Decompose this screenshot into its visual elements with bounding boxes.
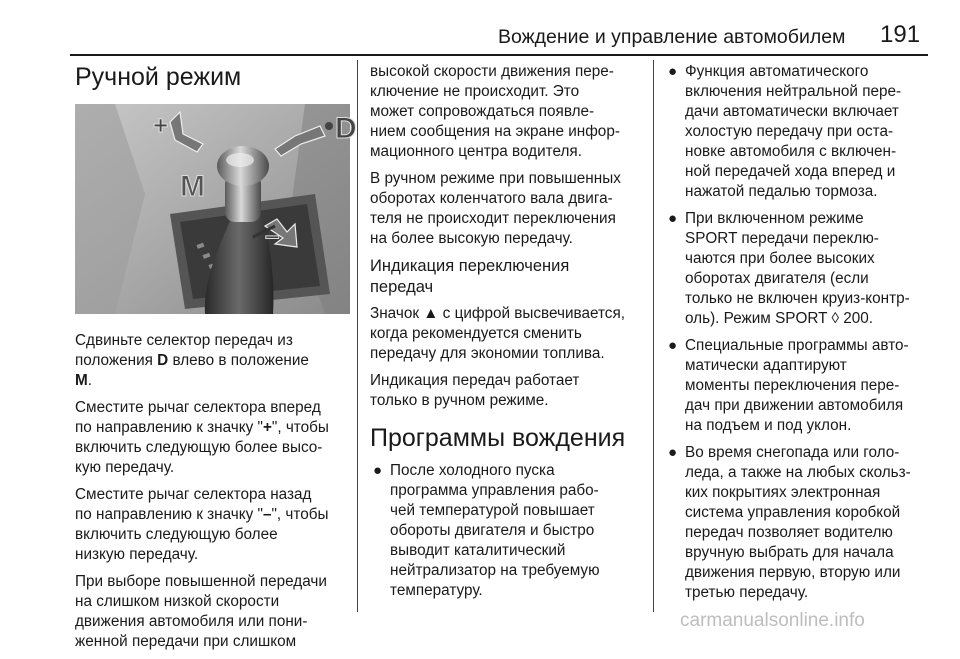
text-line [75, 418, 350, 438]
sub-heading [370, 256, 642, 298]
bold-text: – [262, 506, 272, 523]
figure-dot [325, 122, 333, 130]
column-1 [75, 62, 357, 659]
header-rule [70, 54, 928, 56]
text-line: В ручном режиме при повышенных [370, 170, 621, 187]
bullet-icon: ● [668, 444, 678, 461]
text-line [370, 304, 642, 324]
list-item [665, 209, 927, 329]
list-item [665, 443, 927, 603]
bullet-icon: ● [668, 210, 678, 227]
text-line: программа управления рабо‑ [390, 482, 599, 499]
text-line: может сопровождаться появле‑ [370, 103, 595, 120]
text-line: Во время снегопада или голо‑ [685, 444, 900, 461]
column-2 [370, 62, 642, 608]
list-item [370, 461, 642, 601]
paragraph [370, 62, 642, 162]
text-line: После холодного пуска [390, 462, 555, 479]
bullet-list [370, 461, 642, 601]
figure-label-minus: – [265, 220, 280, 250]
text-line: дач при движении автомобиля [685, 397, 904, 414]
bullet-icon: ● [668, 337, 678, 354]
text-line: моменты переключения пере‑ [685, 377, 900, 394]
text-line: чаются при более высоких [685, 250, 875, 267]
text-line [685, 309, 927, 329]
text-span: . [87, 372, 92, 389]
text-line: Сдвиньте селектор передач из [75, 332, 293, 349]
text-line: мационного центра водителя. [370, 143, 582, 160]
paragraph [75, 485, 350, 565]
text-line: только в ручном режиме. [370, 392, 549, 409]
figure-label-d: D [335, 112, 357, 145]
text-line: ких покрытиях электронная [685, 484, 881, 501]
text-line: кую передачу. [75, 459, 175, 476]
text-line: Сместите рычаг селектора назад [75, 486, 312, 503]
text-line: передач позволяет водителю [685, 524, 893, 541]
column-divider [357, 60, 358, 612]
text-line: температуру. [390, 582, 483, 599]
gear-selector-figure [75, 104, 357, 314]
text-line [75, 371, 350, 391]
paragraph [75, 572, 350, 652]
text-line: включить следующую более высо‑ [75, 439, 323, 456]
page-reference-icon: ◊ [831, 310, 840, 327]
text-line: Сместите рычаг селектора вперед [75, 399, 321, 416]
text-span: ", чтобы [271, 419, 329, 436]
text-span: Значок [370, 305, 424, 322]
paragraph [370, 169, 642, 249]
text-line: на более высокую передачу. [370, 230, 573, 247]
column-3 [665, 62, 927, 610]
text-line: ной передачей хода вперед и [685, 163, 896, 180]
text-line: женной передачи при слишком [75, 633, 297, 650]
shift-indicator-icon: ▲ [423, 305, 439, 322]
text-span: положения [75, 352, 158, 369]
page-header-title: Вождение и управление автомобилем [498, 26, 846, 48]
text-line: Индикация переключения [370, 257, 570, 275]
paragraph [370, 304, 642, 364]
text-line: оборотах двигателя (если [685, 270, 869, 287]
watermark: carmanualsonline.info [680, 610, 865, 631]
text-line [75, 505, 350, 525]
bold-text: D [157, 352, 169, 369]
text-line: леда, а также на любых скольз‑ [685, 464, 911, 481]
list-item [665, 62, 927, 202]
text-line: низкую передачу. [75, 546, 199, 563]
bullet-list [665, 62, 927, 603]
text-line: SPORT передачи переклю‑ [685, 230, 879, 247]
bold-text: + [262, 419, 272, 436]
text-span: оль). Режим SPORT [685, 310, 832, 327]
text-line: на подъем и под уклон. [685, 417, 852, 434]
figure-label-m: M [180, 170, 205, 203]
text-line: Функция автоматического [685, 63, 869, 80]
text-span: 200. [839, 310, 874, 327]
text-line: передач [370, 278, 434, 296]
text-line: Специальные программы авто‑ [685, 337, 909, 354]
text-line: холостую передачу при оста‑ [685, 123, 894, 140]
text-line: система управления коробкой [685, 504, 901, 521]
text-line: движения автомобиля или пони‑ [75, 613, 308, 630]
text-span: с цифрой высвечивается, [438, 305, 625, 322]
text-line: Индикация передач работает [370, 372, 580, 389]
text-line: когда рекомендуется сменить [370, 325, 582, 342]
text-line: нием сообщения на экране инфор‑ [370, 123, 620, 140]
text-line: вручную выбрать для начала [685, 544, 894, 561]
paragraph [75, 398, 350, 478]
text-line: передачу для экономии топлива. [370, 345, 605, 362]
text-line: движения первую, вторую или [685, 564, 901, 581]
bullet-icon: ● [373, 462, 383, 479]
text-line [75, 351, 350, 371]
text-span: по направлению к значку " [75, 419, 263, 436]
text-line: чей температурой повышает [390, 502, 595, 519]
text-line: ключение не происходит. Это [370, 83, 580, 100]
text-line: выводит каталитический [390, 542, 566, 559]
text-line: высокой скорости движения пере‑ [370, 63, 614, 80]
text-line: третью передачу. [685, 584, 809, 601]
text-line: включить следующую более [75, 526, 278, 543]
text-line: только не включен круиз‑контр‑ [685, 290, 910, 307]
text-line: новке автомобиля с включен‑ [685, 143, 897, 160]
text-span: влево в положение [168, 352, 309, 369]
text-line: нажатой педалью тормоза. [685, 183, 878, 200]
text-line: включения нейтральной пере‑ [685, 83, 902, 100]
page-number: 191 [880, 21, 921, 48]
column-divider [653, 60, 654, 612]
text-line: матически адаптируют [685, 357, 847, 374]
text-line: нейтрализатор на требуемую [390, 562, 600, 579]
bold-text: M [75, 372, 88, 389]
text-line: обороты двигателя и быстро [390, 522, 595, 539]
text-line: на слишком низкой скорости [75, 593, 280, 610]
text-line: дачи автоматически включает [685, 103, 899, 120]
text-line: При включенном режиме [685, 210, 864, 227]
text-line: теля не происходит переключения [370, 210, 616, 227]
text-line: При выборе повышенной передачи [75, 573, 327, 590]
section-title: Программы вождения [370, 424, 626, 452]
paragraph [370, 371, 642, 411]
bullet-icon: ● [668, 63, 678, 80]
list-item [665, 336, 927, 436]
figure-label-plus: + [153, 110, 169, 140]
section-title: Ручной режим [75, 63, 242, 91]
paragraph [75, 331, 350, 391]
text-span: ", чтобы [271, 506, 329, 523]
text-line: оборотах коленчатого вала двига‑ [370, 190, 613, 207]
text-span: по направлению к значку " [75, 506, 263, 523]
